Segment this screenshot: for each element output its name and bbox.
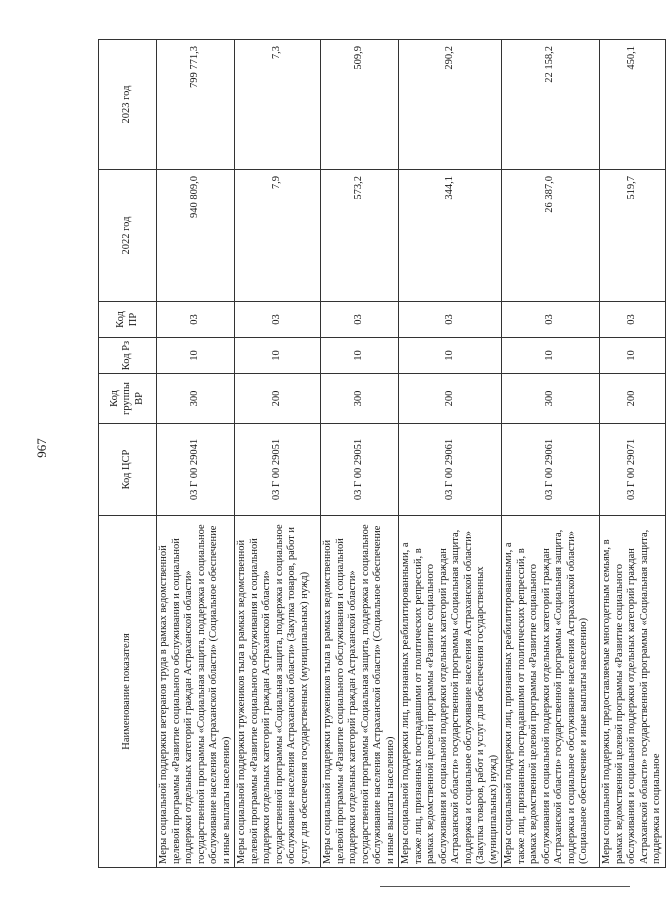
cell-2023: 22 158,2 <box>502 40 600 170</box>
cell-name: Меры социальной поддержки лиц, признанных реабилитированными, а также лиц, признанных пострадавшими от политических репрессий, в рамках ведомственной целевой программы «Развитие социального обслуживания и социальной поддержки отдельных категорий граждан Астраханской области» государственной программы «Социальная защита, поддержка и социальное обслуживание населения Астраханской области» (Социальное обеспечение и иные выплаты населению) <box>502 516 600 868</box>
cell-2022: 344,1 <box>399 170 502 302</box>
cell-rz: 10 <box>600 338 666 374</box>
cell-pr: 03 <box>600 302 666 338</box>
header-rz: Код Рз <box>99 338 157 374</box>
cell-csr: 03 Г 00 29071 <box>600 424 666 516</box>
page-bottom-rule <box>380 886 630 887</box>
cell-rz: 10 <box>321 338 399 374</box>
cell-name: Меры социальной поддержки лиц, признанных реабилитированными, а также лиц, признанных пострадавшими от политических репрессий, в рамках ведомственной целевой программы «Развитие социального обслуживания и социальной поддержки отдельных категорий граждан Астраханской области» государственной программы «Социальная защита, поддержка и социальное обслуживание населения Астраханской области» (Закупка товаров, работ и услуг для обеспечения государственных (муниципальных) нужд) <box>399 516 502 868</box>
header-2023: 2023 год <box>99 40 157 170</box>
table-row <box>157 40 235 868</box>
cell-name: Меры социальной поддержки, предоставляемые многодетным семьям, в рамках ведомственной целевой программы «Развитие социального обслуживания и социальной поддержки отдельных категорий граждан Астраханской области» государственной программы «Социальная защита, поддержка и социальное <box>600 516 666 868</box>
cell-vr: 200 <box>600 374 666 424</box>
cell-2023: 509,9 <box>321 40 399 170</box>
cell-vr: 300 <box>502 374 600 424</box>
cell-vr: 300 <box>157 374 235 424</box>
cell-name: Меры социальной поддержки тружеников тыла в рамках ведомственной целевой программы «Развитие социального обслуживания и социальной поддержки отдельных категорий граждан Астраханской области» государственной программы «Социальная защита, поддержка и социальное обслуживание населения Астраханской области» (Социальное обеспечение и иные выплаты населению) <box>321 516 399 868</box>
table-row <box>399 40 502 868</box>
cell-2022: 519,7 <box>600 170 666 302</box>
header-name: Наименование показателя <box>99 516 157 868</box>
cell-2022: 573,2 <box>321 170 399 302</box>
cell-vr: 200 <box>399 374 502 424</box>
cell-rz: 10 <box>502 338 600 374</box>
cell-csr: 03 Г 00 29041 <box>157 424 235 516</box>
cell-pr: 03 <box>502 302 600 338</box>
cell-2023: 799 771,3 <box>157 40 235 170</box>
table-row <box>321 40 399 868</box>
cell-2022: 7,9 <box>235 170 321 302</box>
cell-2022: 940 809,0 <box>157 170 235 302</box>
cell-csr: 03 Г 00 29061 <box>502 424 600 516</box>
cell-pr: 03 <box>399 302 502 338</box>
cell-pr: 03 <box>157 302 235 338</box>
cell-rz: 10 <box>235 338 321 374</box>
table-row <box>235 40 321 868</box>
header-csr: Код ЦСР <box>99 424 157 516</box>
rotated-table-container <box>98 40 662 868</box>
header-vr: Код группы ВР <box>99 374 157 424</box>
cell-name: Меры социальной поддержки тружеников тыла в рамках ведомственной целевой программы «Развитие социального обслуживания и социальной поддержки отдельных категорий граждан Астраханской области» государственной программы «Социальная защита, поддержка и социальное обслуживание населения Астраханской области» (Закупка товаров, работ и услуг для обеспечения государственных (муниципальных) нужд) <box>235 516 321 868</box>
table-header-row <box>99 40 157 868</box>
cell-rz: 10 <box>399 338 502 374</box>
table-wrapper <box>98 40 662 868</box>
cell-csr: 03 Г 00 29061 <box>399 424 502 516</box>
table-row <box>502 40 600 868</box>
budget-table <box>98 39 666 868</box>
header-pr: Код ПР <box>99 302 157 338</box>
cell-csr: 03 Г 00 29051 <box>235 424 321 516</box>
cell-name: Меры социальной поддержки ветеранов труда в рамках ведомственной целевой программы «Развитие социального обслуживания и социальной поддержки отдельных категорий граждан Астраханской области» государственной программы «Социальная защита, поддержка и социальное обслуживание населения Астраханской области» (Социальное обеспечение и иные выплаты населению) <box>157 516 235 868</box>
table-row <box>600 40 666 868</box>
cell-2023: 7,3 <box>235 40 321 170</box>
page-number: 967 <box>34 438 49 458</box>
cell-vr: 300 <box>321 374 399 424</box>
cell-csr: 03 Г 00 29051 <box>321 424 399 516</box>
header-2022: 2022 год <box>99 170 157 302</box>
cell-2022: 26 387,0 <box>502 170 600 302</box>
cell-2023: 290,2 <box>399 40 502 170</box>
cell-pr: 03 <box>235 302 321 338</box>
cell-pr: 03 <box>321 302 399 338</box>
cell-2023: 450,1 <box>600 40 666 170</box>
cell-rz: 10 <box>157 338 235 374</box>
cell-vr: 200 <box>235 374 321 424</box>
